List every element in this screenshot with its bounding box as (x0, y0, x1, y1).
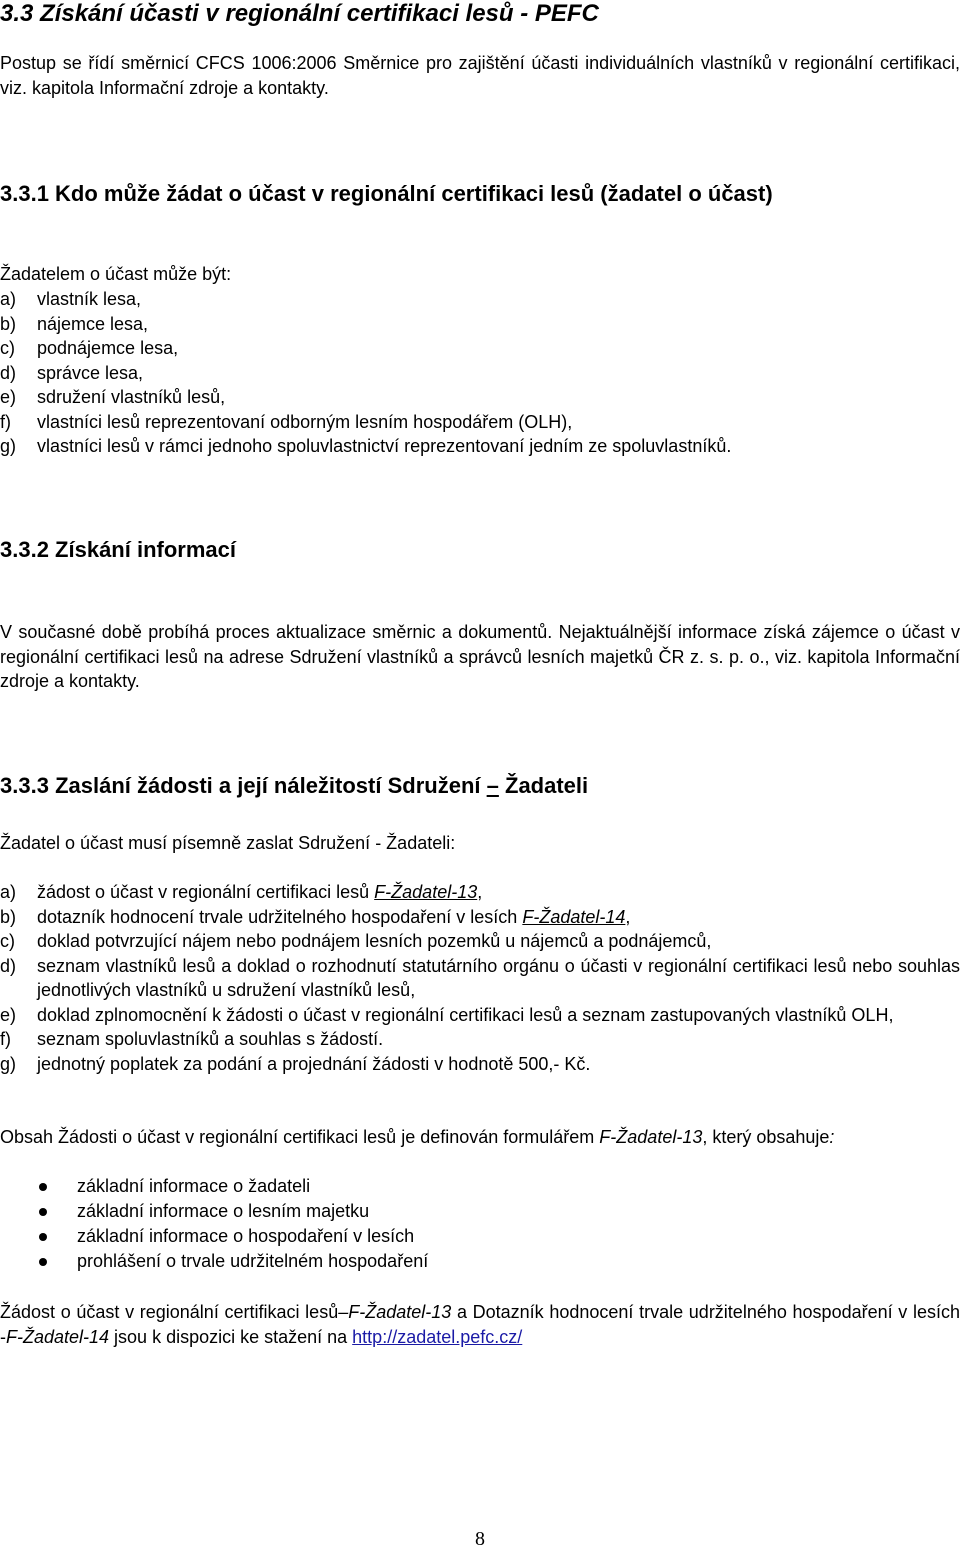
list-item-label: f) (0, 411, 11, 432)
list-item (0, 312, 960, 337)
application-content-paragraph (0, 1125, 960, 1150)
bullet-icon (39, 1208, 47, 1216)
list-item-label: g) (0, 1053, 17, 1074)
form-code: F-Žadatel-13 (599, 1127, 703, 1147)
paragraph-colon: : (829, 1127, 835, 1147)
list-item (0, 361, 960, 386)
list-item (0, 905, 960, 930)
list-item (0, 1052, 960, 1077)
bullet-icon (39, 1183, 47, 1191)
subsection-1-heading: 3.3.1 Kdo může žádat o účast v regionální certifikaci lesů (žadatel o účast) (0, 181, 773, 206)
bullet-text: základní informace o lesním majetku (77, 1201, 370, 1221)
list-item-label: g) (0, 436, 17, 456)
list-item-text: seznam spoluvlastníků a souhlas s žádostí. (37, 1029, 384, 1049)
list-item-text: seznam vlastníků lesů a doklad o rozhodnutí statutárního orgánu o účasti v regionální certifikaci lesů nebo souhlas jednotlivých vlastníků u sdružení vlastníků lesů, (37, 955, 960, 1000)
list-item-label: c) (0, 338, 15, 358)
list-item-text: vlastníci lesů v rámci jednoho spoluvlastnictví reprezentovaní jedním ze spoluvlastníků. (37, 436, 732, 456)
list-item-tail: , (625, 906, 631, 927)
list-item-text: doklad potvrzující nájem nebo podnájem lesních pozemků u nájemců a podnájemců, (37, 931, 712, 951)
list-item (0, 954, 960, 1003)
subsection-2-heading: 3.3.2 Získání informací (0, 537, 236, 562)
list-item-label: d) (0, 955, 17, 976)
list-item-label: d) (0, 362, 17, 383)
list-item-label: b) (0, 906, 17, 927)
heading-dash: – (486, 773, 499, 798)
paragraph-text: Žádost o účast v regionální certifikaci lesů (0, 1302, 339, 1322)
list-item-text: jednotný poplatek za podání a projednání žádosti v hodnotě 500,- Kč. (37, 1053, 591, 1074)
list-item-text: žádost o účast v regionální certifikaci lesů (37, 882, 375, 902)
paragraph-text: a Dotazník hodnocení trvale udržitelného hospodaření v lesích - (0, 1302, 960, 1347)
section-title: 3.3 Získání účasti v regionální certifikaci lesů - PEFC (0, 0, 599, 27)
list-item (0, 434, 960, 459)
bullet-text: základní informace o žadateli (77, 1176, 311, 1196)
form-code: F-Žadatel-14 (6, 1326, 110, 1347)
list-item-text: vlastník lesa, (37, 289, 142, 309)
list-item-text: nájemce lesa, (37, 313, 149, 334)
bullet-text: prohlášení o trvale udržitelném hospodaření (77, 1251, 429, 1271)
list-item (0, 336, 960, 361)
bullet-item (0, 1249, 960, 1274)
list-item-label: e) (0, 1004, 17, 1025)
bullet-text: základní informace o hospodaření v lesích (77, 1226, 415, 1246)
subsection-3-heading (0, 773, 960, 799)
list-item (0, 287, 960, 312)
bullet-item (0, 1224, 960, 1249)
heading-end: Žadateli (505, 773, 589, 798)
list-item (0, 385, 960, 410)
list-item (0, 880, 960, 905)
list-item-label: e) (0, 387, 17, 407)
form-code: F-Žadatel-13 (374, 882, 478, 902)
paragraph-text: jsou k dispozici ke stažení na (109, 1326, 353, 1347)
bullet-icon (39, 1258, 47, 1266)
download-link[interactable]: http://zadatel.pefc.cz/ (352, 1326, 523, 1347)
list-item-text: doklad zplnomocnění k žádosti o účast v regionální certifikaci lesů a seznam zastupovaných vlastníků OLH, (37, 1004, 894, 1025)
list-item-text: správce lesa, (37, 362, 144, 383)
heading-number: 3.3.3 (0, 773, 49, 798)
download-paragraph (0, 1300, 960, 1349)
list-item-text: sdružení vlastníků lesů, (37, 387, 226, 407)
form-code: F-Žadatel-14 (522, 906, 626, 927)
list-item (0, 929, 960, 954)
applicant-list (0, 287, 960, 459)
subsection-1-lead: Žadatelem o účast může být: (0, 264, 232, 284)
paragraph-text: Obsah Žádosti o účast v regionální certifikaci lesů je definován formulářem (0, 1127, 600, 1147)
list-item-tail: , (477, 882, 483, 902)
list-item-text: dotazník hodnocení trvale udržitelného hospodaření v lesích (37, 906, 523, 927)
list-item-text: podnájemce lesa, (37, 338, 179, 358)
list-item (0, 410, 960, 435)
heading-text: Zaslání žádosti a její náležitostí Sdružení (55, 773, 481, 798)
list-item-label: a) (0, 882, 17, 902)
bullet-item (0, 1174, 960, 1199)
subsection-2-paragraph: V současné době probíhá proces aktualizace směrnic a dokumentů. Nejaktuálnější informace získá zájemce o účast v regionální certifikaci lesů na adrese Sdružení vlastníků a správců lesních majetků ČR z. s. p. o., viz. kapitola Informační zdroje a kontakty. (0, 622, 960, 691)
list-item-label: a) (0, 289, 17, 309)
list-item (0, 1003, 960, 1028)
application-content-bullets (0, 1174, 960, 1274)
subsection-3-lead: Žadatel o účast musí písemně zaslat Sdružení - Žadateli: (0, 833, 456, 853)
list-item-label: c) (0, 931, 15, 951)
paragraph-text: , který obsahuje (702, 1127, 830, 1147)
form-code: –F-Žadatel-13 (338, 1302, 452, 1322)
intro-paragraph: Postup se řídí směrnicí CFCS 1006:2006 Směrnice pro zajištění účasti individuálních vlastníků v regionální certifikaci, viz. kapitola Informační zdroje a kontakty. (0, 53, 960, 98)
list-item-label: f) (0, 1029, 11, 1049)
subsection-1-body (0, 262, 960, 459)
page-number: 8 (475, 1528, 485, 1550)
list-item-label: b) (0, 313, 17, 334)
bullet-icon (39, 1233, 47, 1241)
required-documents-list (0, 880, 960, 1076)
bullet-item (0, 1199, 960, 1224)
list-item (0, 1027, 960, 1052)
list-item-text: vlastníci lesů reprezentovaní odborným lesním hospodářem (OLH), (37, 411, 573, 432)
